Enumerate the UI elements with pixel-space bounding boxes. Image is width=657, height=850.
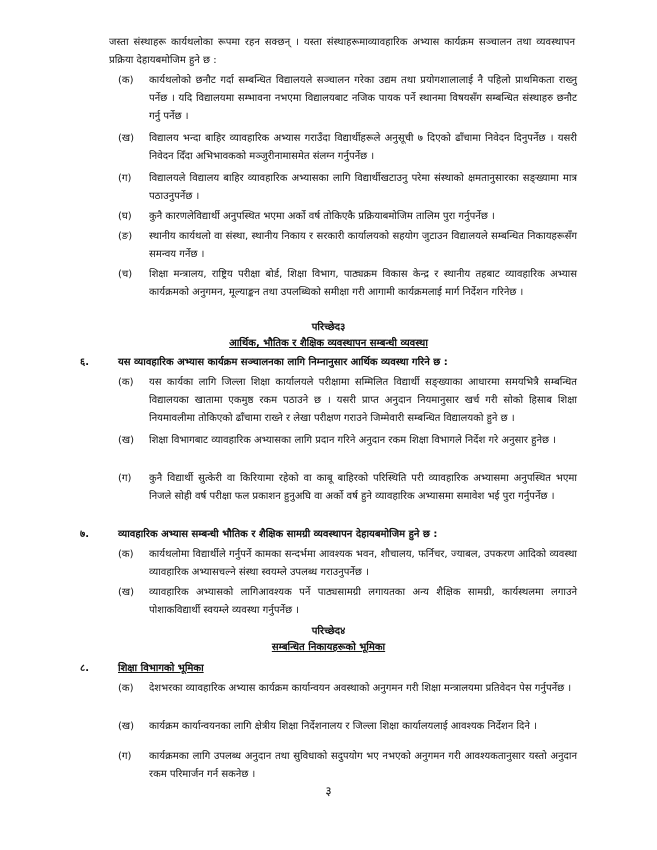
list-item-label: (ख) [118,587,134,598]
list-item-text: कार्यक्रमका लागि उपलब्ध अनुदान तथा सुविधाको सदुपयोग भए नभएको अनुगमन गरी आवश्यकतानुसार यस्तो अनुदान रकम परिमार्जन गर्न सकनेछ । [149,751,577,780]
list-item-text: शिक्षा मन्त्रालय, राष्ट्रिय परीक्षा बोर्ड, शिक्षा विभाग, पाठ्यक्रम विकास केन्द्र र स्थानीय तहबाट व्यावहारिक अभ्यास कार्यक्रमको अनुगमन, मूल्याङ्कन तथा उपलब्धिको समीक्षा गरी आगामी कार्यक्रमलाई मार्ग निर्देशन गरिनेछ । [149,269,577,298]
section-number: ८. [80,663,89,674]
list-item-label: (ग) [118,473,132,484]
intro-paragraph: जस्ता संस्थाहरू कार्यथलोका रूपमा रहन सक्छन् । यस्ता संस्थाहरूमाव्यावहारिक अभ्यास कार्यक्रम सञ्चालन तथा व्यवस्थापन प्रक्रिया देहायबमोजिम हुने छ : [109,37,575,66]
list-item-label: (ख) [118,133,134,144]
list-item-text: कुनै कारणलेविद्यार्थी अनुपस्थित भएमा अर्को वर्ष तोकिएकै प्रक्रियाबमोजिम तालिम पुरा गर्नुपर्नेछ । [149,211,495,222]
list-item-text: शिक्षा विभागबाट व्यावहारिक अभ्यासका लागि प्रदान गरिने अनुदान रकम शिक्षा विभागले निर्देश गरे अनुसार हुनेछ । [149,435,556,446]
list-item-text: विद्यालयले विद्यालय बाहिर व्यावहारिक अभ्यासका लागि विद्यार्थीखटाउनु परेमा संस्थाको क्षमतानुसारका सङ्ख्यामा मात्र पठाउनुपर्नेछ । [149,173,577,202]
chapter-heading: परिच्छेद३ [311,322,346,333]
list-item-text: कार्यथलोको छनौट गर्दा सम्बन्धित विद्यालयले सञ्चालन गरेका उद्यम तथा प्रयोगशालालाई नै पहिलो प्राथमिकता राख्नु पर्नेछ । यदि विद्यालयमा सम्भावना नभएमा विद्यालयबाट नजिक पायक पर्ने स्थानमा विषयसँग सम्बन्धित संस्थाहरु छनौट गर्नु पर्नेछ । [149,75,577,122]
section-number: ७. [80,529,89,540]
page-number: ३ [325,784,332,798]
chapter-title: सम्बन्धित निकायहरूको भूमिका [271,642,386,653]
list-item-label: (घ) [118,211,132,222]
list-item-label: (ख) [118,435,134,446]
section-title: शिक्षा विभागको भूमिका [118,663,204,674]
section-title: यस व्यावहारिक अभ्यास कार्यक्रम सञ्चालनका लागि निम्नानुसार आर्थिक व्यवस्था गरिने छ : [118,357,448,368]
list-item-text: कार्यथलोमा विद्यार्थीले गर्नुपर्ने कामका सन्दर्भमा आवश्यक भवन, शौचालय, फर्निचर, ज्याबल, उपकरण आदिको व्यवस्था व्यावहारिक अभ्यासचल्ने संस्था स्वयम्ले उपलब्ध गराउनुपर्नेछ । [149,549,577,578]
list-item-text: कुनै विद्यार्थी सुत्केरी वा किरियामा रहेको वा काबू बाहिरको परिस्थिति परी व्यावहारिक अभ्यासमा अनुपस्थित भएमा निजले सोही वर्ष परीक्षा फल प्रकाशन हुनुअघि वा अर्को वर्ष हुने व्यावहारिक अभ्यासमा समावेश भई पुरा गर्नुपर्नेछ । [149,473,577,502]
section-title: व्यावहारिक अभ्यास सम्बन्धी भौतिक र शैक्षिक सामग्री व्यवस्थापन देहायबमोजिम हुने छ : [118,529,438,540]
list-item-text: व्यावहारिक अभ्यासको लागिआवश्यक पर्ने पाठ्यसामग्री लगायतका अन्य शैक्षिक सामग्री, कार्यस्थलमा लगाउने पोशाकविद्यार्थी स्वयम्ले व्यवस्था गर्नुपर्नेछ । [149,587,577,616]
list-item-label: (ग) [118,751,132,762]
list-item-label: (क) [118,549,134,560]
chapter-heading: परिच्छेद४ [311,626,346,637]
list-item-label: (ङ) [118,231,133,242]
list-item-label: (क) [118,75,134,86]
list-item-label: (क) [118,377,134,388]
list-item-label: (ख) [118,721,134,732]
chapter-title: आर्थिक, भौतिक र शैक्षिक व्यवस्थापन सम्बन्धी व्यवस्था [229,338,428,349]
list-item-label: (ग) [118,173,132,184]
list-item-text: कार्यक्रम कार्यान्वयनका लागि क्षेत्रीय शिक्षा निर्देशनालय र जिल्ला शिक्षा कार्यालयलाई आवश्यक निर्देशन दिने । [149,721,537,732]
list-item-text: यस कार्यका लागि जिल्ला शिक्षा कार्यालयले परीक्षामा सम्मिलित विद्यार्थी सङ्ख्याका आधारमा समयभित्रै सम्बन्धित विद्यालयका खातामा एकमुष्ठ रकम पठाउने छ । यसरी प्राप्त अनुदान नियमानुसार खर्च गरी सोको हिसाब शिक्षा नियमावलीमा तोकिएको ढाँचामा राख्ने र लेखा परीक्षण गराउने जिम्मेवारी सम्बन्धित विद्यालयको हुने छ । [149,377,577,424]
list-item-label: (क) [118,683,134,694]
list-item-text: विद्यालय भन्दा बाहिर व्यावहारिक अभ्यास गराउँदा विद्यार्थीहरूले अनुसूची ७ दिएको ढाँचामा निवेदन दिनुपर्नेछ । यसरी निवेदन दिँदा अभिभावकको मञ्जुरीनामासमेत संलग्न गर्नुपर्नेछ । [149,133,577,162]
list-item-label: (च) [118,269,133,280]
section-number: ६. [80,357,89,368]
list-item-text: स्थानीय कार्यथलो वा संस्था, स्थानीय निकाय र सरकारी कार्यालयको सहयोग जुटाउन विद्यालयले सम्बन्धित निकायहरूसँग समन्वय गर्नेछ । [149,231,577,260]
list-item-text: देशभरका व्यावहारिक अभ्यास कार्यक्रम कार्यान्वयन अवस्थाको अनुगमन गरी शिक्षा मन्त्रालयमा प्रतिवेदन पेस गर्नुपर्नेछ । [149,683,572,694]
